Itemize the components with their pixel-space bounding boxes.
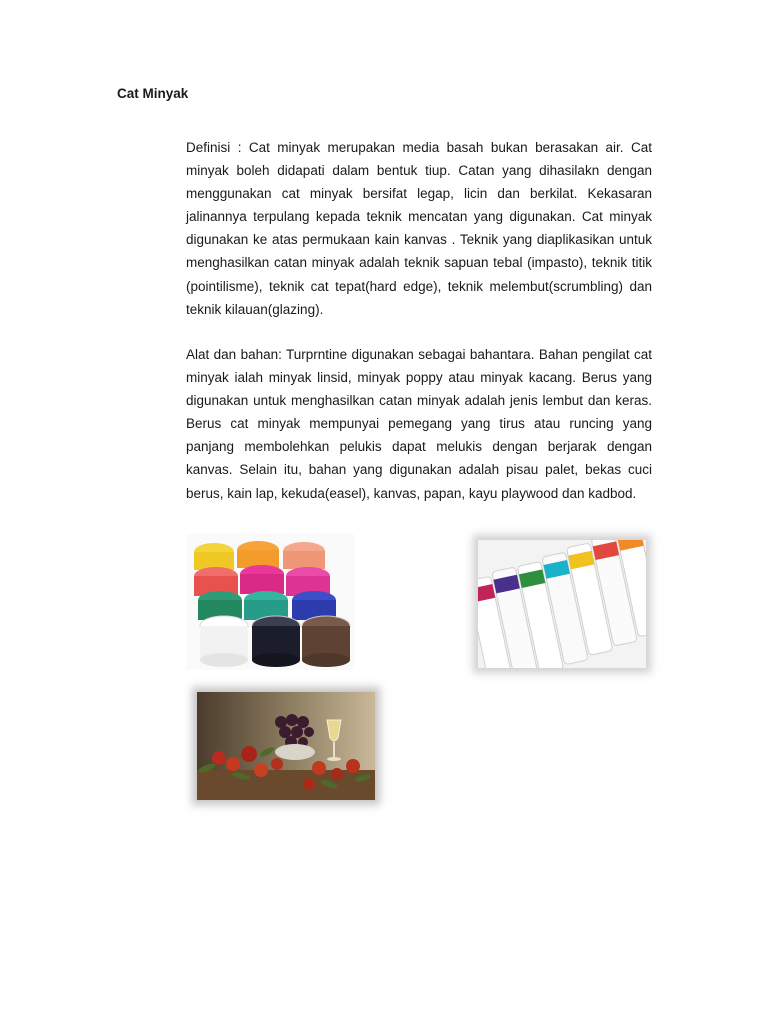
definition-paragraph: Definisi : Cat minyak merupakan media basah bukan berasakan air. Cat minyak boleh didapati dalam bentuk tiup. Catan yang dihasilakn dengan menggunakan cat minyak bersifat legap, licin dan berkilat. Kekasaran jalinannya terpulang kepada teknik mencatan yang digunakan. Cat minyak digunakan ke atas permukaan kain kanvas . Teknik yang diaplikasikan untuk menghasilkan catan minyak adalah teknik sapuan tebal (impasto), teknik titik (pointilisme), teknik cat tepat(hard edge), teknik melembut(scrumbling) dan teknik kilauan(glazing). [186, 140, 652, 317]
page-title: Cat Minyak [117, 86, 189, 101]
still-life-painting-image [197, 692, 375, 800]
paint-jars-image [186, 534, 354, 670]
tools-materials-paragraph: Alat dan bahan: Turprntine digunakan sebagai bahantara. Bahan pengilat cat minyak ialah minyak linsid, minyak poppy atau minyak kacang. Berus yang digunakan untuk menghasilkan catan minyak adalah jenis lembut dan keras. Berus cat minyak mempunyai pemegang yang tirus atau runcing yang panjang membolehkan pelukis dapat melukis dengan berjarak dengan kanvas. Selain itu, bahan yang digunakan adalah pisau palet, bekas cuci berus, kain lap, kekuda(easel), kanvas, papan, kayu playwood dan kadbod. [186, 347, 652, 501]
paint-tubes-image [478, 540, 646, 668]
